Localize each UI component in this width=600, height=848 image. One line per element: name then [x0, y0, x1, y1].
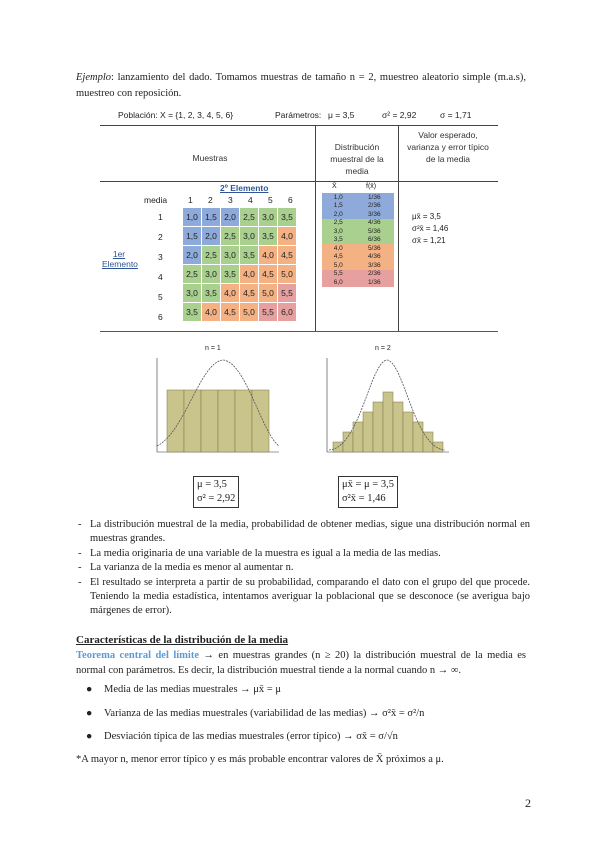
bullet-3: - La varianza de la media es menor al aumentar n. [78, 562, 294, 573]
ejemplo-label: Ejemplo [76, 72, 111, 83]
formula-sigma2x: σ²x̄ = 1,46 [342, 493, 386, 504]
bullet-4: - El resultado se interpreta a partir de su probabilidad, comparando el dato con el grupo del que procede. Teniendo la media estadística, intentamos averiguar la poblacional que se desconoce (se averigua bajo márgenes de error). [78, 577, 530, 616]
intro-paragraph [76, 70, 526, 102]
param-sigma2: σ² = 2,92 [382, 110, 417, 120]
grid-cell: 5,0 [278, 265, 297, 284]
item-varianza: ● Varianza de las medias muestrales (variabilidad de las medias) → σ²x̄ = σ²/n [86, 708, 425, 719]
grid-cell: 3,0 [202, 265, 221, 284]
item-media: ● Media de las medias muestrales → μx̄ = μ [86, 684, 281, 695]
primer-elemento-label: 1er Elemento [102, 249, 138, 269]
histogram-bar [403, 412, 413, 452]
histogram-bar [383, 392, 393, 452]
grid-cell: 6,0 [278, 303, 297, 322]
dist-row: 6,0 1/36 [322, 278, 394, 287]
grid-cell: 3,5 [278, 208, 297, 227]
grid-cell: 3,5 [202, 284, 221, 303]
row-head: 3 [158, 252, 163, 262]
grid-cell: 1,5 [183, 227, 202, 246]
dist-row: 3,5 6/36 [322, 236, 394, 245]
dist-row: 2,0 3/36 [322, 210, 394, 219]
dist-row: 4,0 5/36 [322, 244, 394, 253]
grid-cell: 4,0 [202, 303, 221, 322]
grid-cell: 2,5 [221, 227, 240, 246]
sample-means-grid [182, 207, 297, 322]
grid-cell: 5,0 [259, 284, 278, 303]
histogram-bar [353, 422, 363, 452]
grid-cell: 2,5 [202, 246, 221, 265]
grid-cell: 3,5 [240, 246, 259, 265]
formula-box-n2 [338, 476, 398, 508]
dist-row: 5,0 3/36 [322, 261, 394, 270]
grid-cell: 4,5 [221, 303, 240, 322]
col-head: 3 [228, 195, 233, 205]
grid-cell: 2,5 [183, 265, 202, 284]
grid-cell: 5,5 [259, 303, 278, 322]
grid-cell: 3,0 [259, 208, 278, 227]
dist-head-f: f(x̄) [366, 183, 377, 190]
histogram-bar [413, 422, 423, 452]
bullet-2: - La media originaria de una variable de la muestra es igual a la media de las medias. [78, 548, 441, 559]
example-table [100, 105, 498, 332]
histogram-bar [363, 412, 373, 452]
note: *A mayor n, menor error típico y es más probable encontrar valores de X̄ próximos a μ. [76, 754, 444, 765]
poblacion-label: Población: X = {1, 2, 3, 4, 5, 6} [118, 110, 234, 120]
histogram-bar [252, 390, 269, 452]
col-head: 5 [268, 195, 273, 205]
histogram-bar [373, 402, 383, 452]
histogram-bar [433, 442, 443, 452]
parametros-label: Parámetros: [275, 110, 322, 120]
row-head: 6 [158, 312, 163, 322]
dist-row: 2,5 4/36 [322, 219, 394, 228]
histogram-bar [343, 432, 353, 452]
grid-cell: 4,0 [259, 246, 278, 265]
grid-cell: 2,0 [202, 227, 221, 246]
grid-cell: 3,0 [240, 227, 259, 246]
dist-row: 4,5 4/36 [322, 253, 394, 262]
grid-cell: 2,5 [240, 208, 259, 227]
grid-cell: 2,0 [221, 208, 240, 227]
histogram-n1 [145, 352, 285, 464]
grid-cell: 5,0 [240, 303, 259, 322]
section-title: Características de la distribución de la media [76, 634, 289, 646]
row-head: 1 [158, 212, 163, 222]
histogram-bar [201, 390, 218, 452]
dist-row: 1,5 2/36 [322, 202, 394, 211]
formula-mu: μ = 3,5 [197, 479, 227, 490]
plot-title-n2: n = 2 [375, 345, 391, 352]
histogram-bar [235, 390, 252, 452]
histogram-bar [184, 390, 201, 452]
muestras-header: Muestras [192, 153, 228, 163]
param-mu: μ = 3,5 [328, 110, 355, 120]
histogram-bar [423, 432, 433, 452]
formula-mux: μx̄ = μ = 3,5 [342, 479, 394, 490]
histogram-n2 [315, 352, 455, 464]
col-head: 4 [248, 195, 253, 205]
grid-cell: 3,5 [259, 227, 278, 246]
grid-cell: 3,0 [221, 246, 240, 265]
dist-row: 1,0 1/36 [322, 193, 394, 202]
intro-text: : lanzamiento del dado. Tomamos muestras de tamaño n = 2, muestreo aleatorio simple (m.a.s), muestreo con reposición. [76, 72, 526, 99]
stat-mean: μx̄ = 3,5 [412, 212, 441, 221]
segundo-elemento-label: 2º Elemento [220, 183, 269, 193]
distribucion-header: Distribución muestral de la media [330, 142, 384, 176]
histogram-bar [393, 402, 403, 452]
formula-box-n1 [193, 476, 239, 508]
item-desviacion: ● Desviación típica de las medias muestrales (error típico) → σx̄ = σ/√n [86, 731, 398, 742]
stat-variance: σ²x̄ = 1,46 [412, 224, 449, 233]
plot-title-n1: n = 1 [205, 345, 221, 352]
histogram-bar [167, 390, 184, 452]
stat-std: σx̄ = 1,21 [412, 236, 446, 245]
page-number: 2 [525, 796, 531, 810]
grid-cell: 4,5 [259, 265, 278, 284]
grid-cell: 4,5 [240, 284, 259, 303]
col-head: 2 [208, 195, 213, 205]
grid-cell: 4,0 [221, 284, 240, 303]
grid-cell: 1,5 [202, 208, 221, 227]
grid-cell: 4,0 [240, 265, 259, 284]
row-head: 5 [158, 292, 163, 302]
dist-head-x: X̄ [332, 183, 337, 190]
grid-cell: 5,5 [278, 284, 297, 303]
bullet-1: - La distribución muestral de la media, probabilidad de obtener medias, sigue una distribución normal en muestras grandes. [78, 519, 530, 544]
grid-cell: 1,0 [183, 208, 202, 227]
formula-sigma2: σ² = 2,92 [197, 493, 236, 504]
col-head: 1 [188, 195, 193, 205]
media-label: media [144, 195, 168, 205]
grid-cell: 2,0 [183, 246, 202, 265]
valor-header: Valor esperado, varianza y error típico de la media [407, 130, 489, 164]
dist-row: 3,0 5/36 [322, 227, 394, 236]
row-head: 4 [158, 272, 163, 282]
grid-cell: 3,5 [221, 265, 240, 284]
distribution-table [322, 183, 394, 287]
dist-row: 5,5 2/36 [322, 270, 394, 279]
param-sigma: σ = 1,71 [440, 110, 472, 120]
grid-cell: 4,0 [278, 227, 297, 246]
col-head: 6 [288, 195, 293, 205]
stats-block [412, 211, 448, 247]
tcl-text: → en muestras grandes (n ≥ 20) la distribución muestral de la media es normal con parámetros. Es decir, la distribución muestral tiende a la normal cuando n → ∞. [76, 650, 526, 676]
row-head: 2 [158, 232, 163, 242]
tcl-paragraph [76, 648, 526, 678]
grid-cell: 4,5 [278, 246, 297, 265]
grid-cell: 3,0 [183, 284, 202, 303]
tcl-label: Teorema central del límite [76, 650, 199, 661]
histogram-bar [218, 390, 235, 452]
grid-cell: 3,5 [183, 303, 202, 322]
